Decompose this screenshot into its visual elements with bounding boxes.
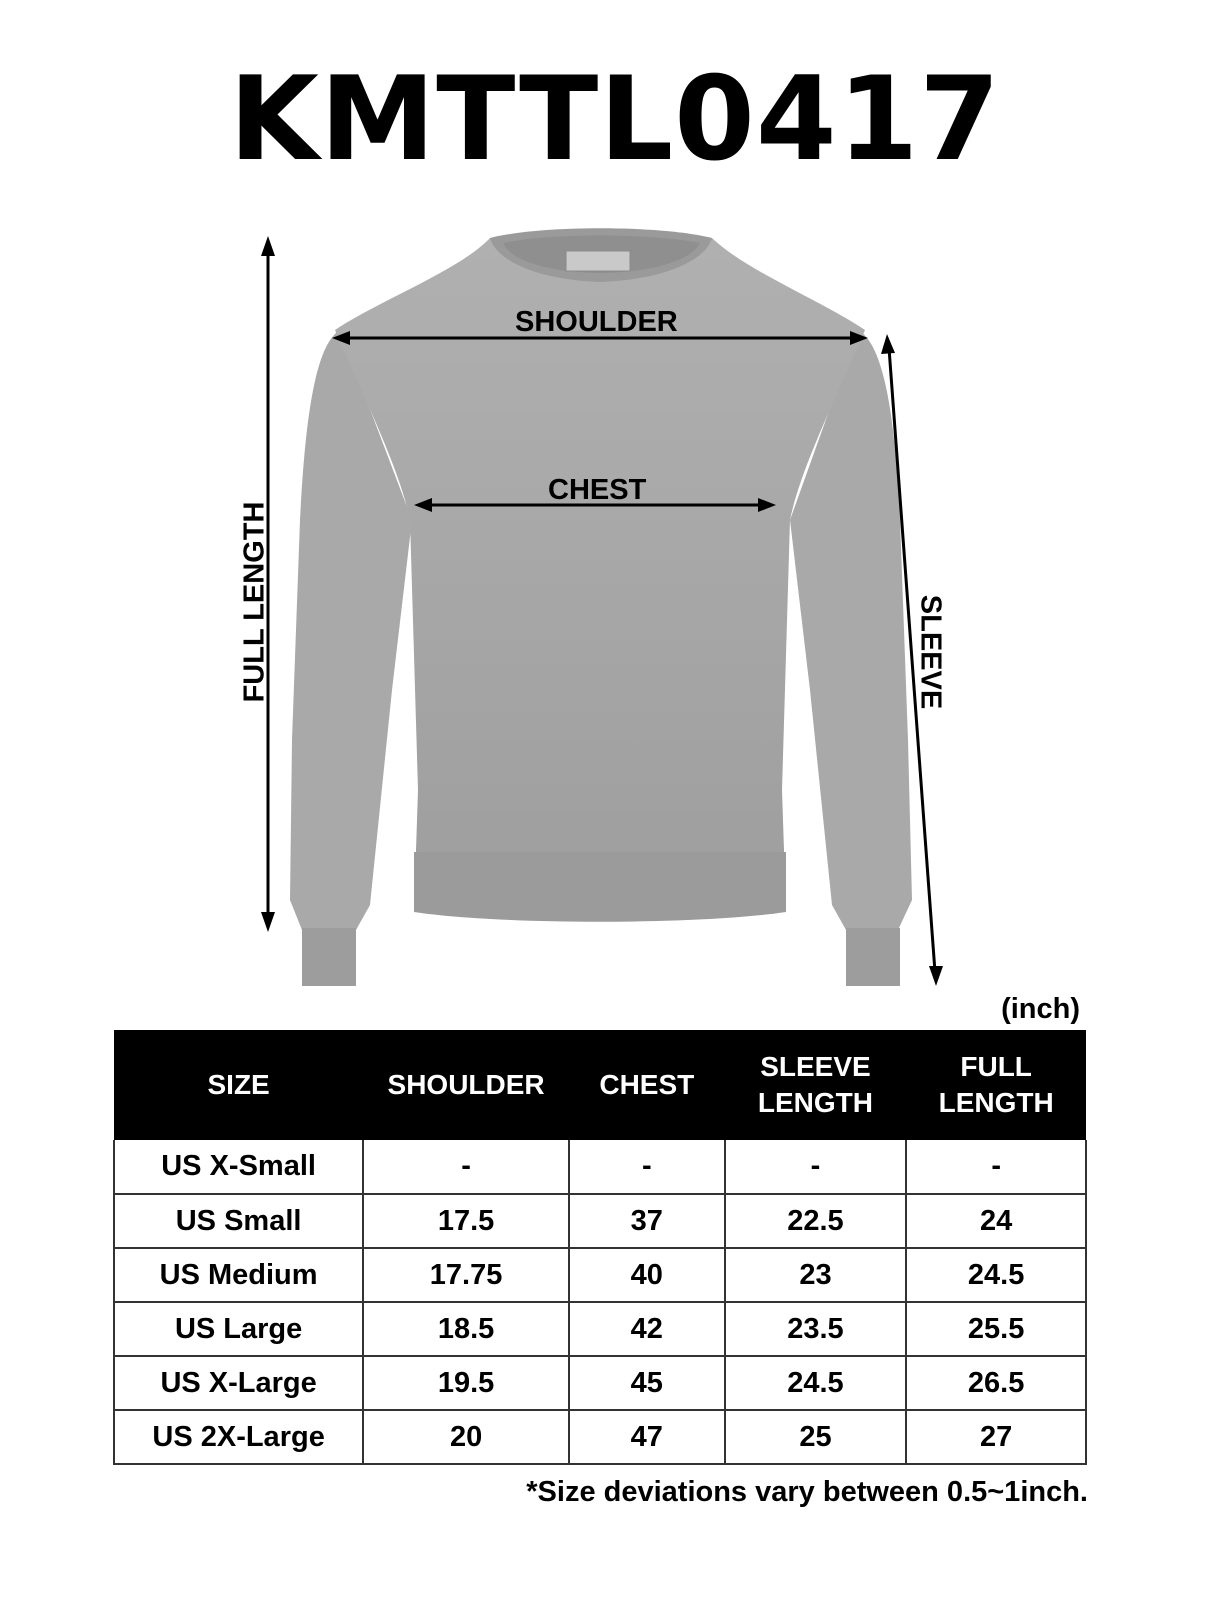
- header-size: SIZE: [114, 1030, 363, 1140]
- size-cell: US 2X-Large: [114, 1410, 363, 1464]
- header-shoulder: SHOULDER: [363, 1030, 569, 1140]
- unit-label: (inch): [1001, 993, 1080, 1025]
- header-full-length: FULL LENGTH: [906, 1030, 1086, 1140]
- size-deviation-note: *Size deviations vary between 0.5~1inch.: [526, 1476, 1088, 1508]
- size-cell: US Large: [114, 1302, 363, 1356]
- sweater-illustration: [290, 228, 912, 986]
- measurement-cell: 27: [906, 1410, 1086, 1464]
- measurement-cell: 23: [725, 1248, 907, 1302]
- measurement-cell: -: [363, 1140, 569, 1194]
- sleeve-label: [916, 595, 945, 709]
- measurement-cell: 17.75: [363, 1248, 569, 1302]
- measurement-cell: 26.5: [906, 1356, 1086, 1410]
- measurement-cell: -: [725, 1140, 907, 1194]
- measurement-cell: 24: [906, 1194, 1086, 1248]
- header-sleeve-length: SLEEVE LENGTH: [725, 1030, 907, 1140]
- measurement-cell: 47: [569, 1410, 725, 1464]
- table-row: [114, 1302, 1086, 1356]
- measurement-cell: 25: [725, 1410, 907, 1464]
- measurement-cell: 24.5: [906, 1248, 1086, 1302]
- table-row: [114, 1194, 1086, 1248]
- measurement-cell: 45: [569, 1356, 725, 1410]
- product-code-title: KMTTL0417: [228, 52, 1001, 187]
- measurement-cell: 24.5: [725, 1356, 907, 1410]
- shoulder-label: SHOULDER: [515, 306, 678, 338]
- measurement-cell: -: [569, 1140, 725, 1194]
- measurement-cell: 22.5: [725, 1194, 907, 1248]
- size-chart-table: [113, 1030, 1087, 1465]
- table-header-row: [114, 1030, 1086, 1140]
- sleeve-label-text: SLEEVE: [914, 594, 947, 710]
- measurement-cell: 23.5: [725, 1302, 907, 1356]
- size-cell: US Medium: [114, 1248, 363, 1302]
- measurement-cell: 17.5: [363, 1194, 569, 1248]
- measurement-cell: -: [906, 1140, 1086, 1194]
- measurement-cell: 18.5: [363, 1302, 569, 1356]
- measurement-cell: 42: [569, 1302, 725, 1356]
- measurement-cell: 40: [569, 1248, 725, 1302]
- chest-label: CHEST: [548, 474, 647, 506]
- table-row: [114, 1140, 1086, 1194]
- table-row: [114, 1356, 1086, 1410]
- size-cell: US X-Small: [114, 1140, 363, 1194]
- table-row: [114, 1410, 1086, 1464]
- size-cell: US Small: [114, 1194, 363, 1248]
- header-chest: CHEST: [569, 1030, 725, 1140]
- table-row: [114, 1248, 1086, 1302]
- full-length-label-text: FULL LENGTH: [238, 501, 271, 703]
- measurement-cell: 20: [363, 1410, 569, 1464]
- measurement-cell: 37: [569, 1194, 725, 1248]
- full-length-label: [238, 501, 271, 703]
- measurement-cell: 25.5: [906, 1302, 1086, 1356]
- size-cell: US X-Large: [114, 1356, 363, 1410]
- measurement-cell: 19.5: [363, 1356, 569, 1410]
